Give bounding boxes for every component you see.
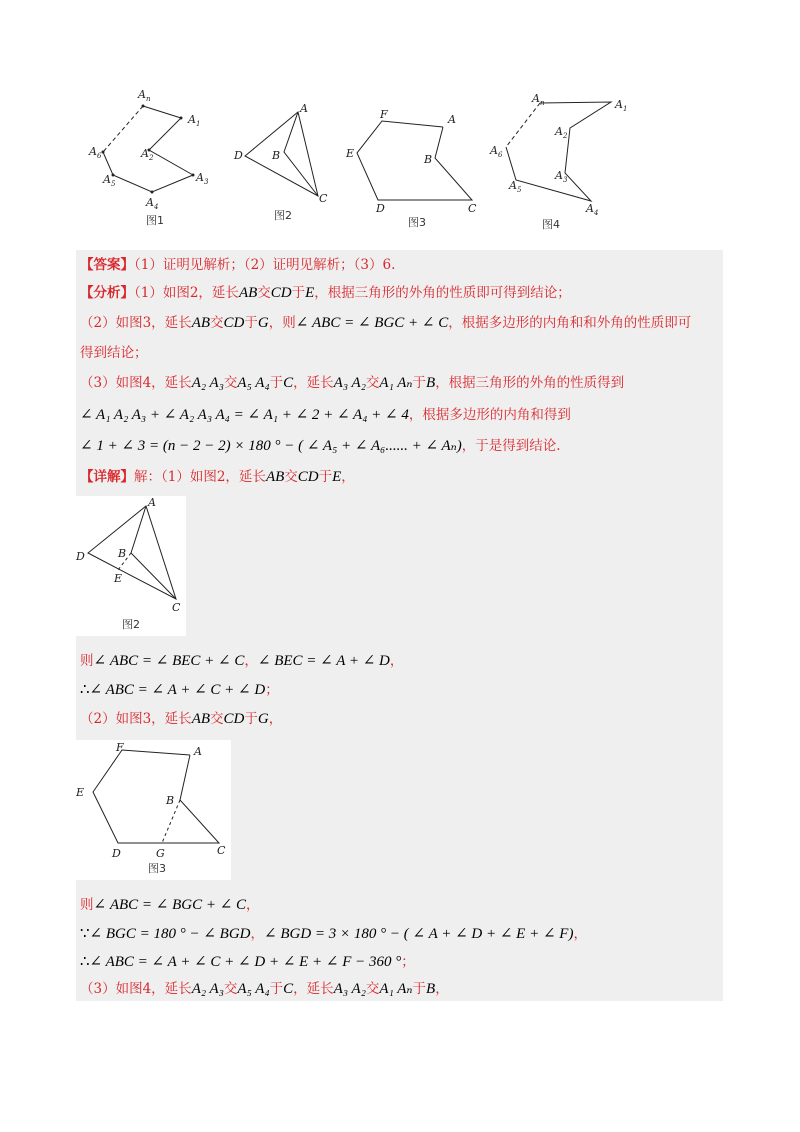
detail-line-1: 【详解】解：（1）如图2，延长AB交CD于E，: [80, 469, 355, 485]
answer-tag: 【答案】: [80, 257, 134, 273]
label-C: C: [172, 601, 181, 614]
figure-4: [488, 88, 638, 236]
answer-text: （1）证明见解析；（2）证明见解析；（3）6.: [134, 257, 396, 273]
label-A5: $A_5$: [509, 179, 522, 194]
label-A6: $A_6$: [89, 145, 102, 160]
label-F: F: [116, 741, 124, 754]
label-A4: $A_4$: [146, 196, 159, 211]
analysis-line-4: （3）如图4，延长A₂ A₃交A₅ A₄于C，延长A₃ A₂交A₁ Aₙ于B，根据三角形的外角的性质得到: [80, 375, 625, 391]
analysis-line-2: （2）如图3，延长AB交CD于G，则∠ ABC = ∠ BGC + ∠ C，根据多边形的内角和和外角的性质即可: [80, 315, 692, 331]
detail-figure-3: [76, 740, 231, 880]
label-A: A: [448, 113, 456, 126]
label-F: F: [380, 108, 388, 121]
label-A2: $A_2$: [555, 125, 568, 140]
detail-line-5: 则∠ ABC = ∠ BGC + ∠ C，: [80, 897, 260, 913]
figure-2-caption: 图2: [274, 209, 292, 222]
figure-4-caption: 图4: [542, 218, 560, 231]
label-E: E: [76, 786, 85, 799]
detail-figure-2: [76, 496, 186, 636]
answer-line: [80, 255, 395, 275]
label-A: A: [148, 496, 156, 509]
label-A6: $A_6$: [490, 144, 503, 159]
detail-line-3: ∴∠ ABC = ∠ A + ∠ C + ∠ D；: [80, 682, 279, 698]
label-B: B: [424, 153, 433, 166]
label-A1: $A_1$: [188, 113, 201, 128]
analysis-tag: 【分析】: [80, 285, 134, 301]
figure-3: [340, 100, 485, 235]
label-D: D: [76, 550, 85, 563]
label-B: B: [118, 547, 127, 560]
label-A3: $A_3$: [196, 171, 209, 186]
label-D: D: [234, 149, 243, 162]
detail-line-8: （3）如图4，延长A₂ A₃交A₅ A₄于C，延长A₃ A₂交A₁ Aₙ于B，: [80, 981, 449, 997]
label-An: $A_n$: [532, 92, 545, 107]
label-D: D: [376, 202, 385, 215]
label-C: C: [319, 192, 328, 205]
label-E: E: [346, 147, 355, 160]
analysis-line-3: 得到结论；: [80, 345, 148, 361]
label-An: $A_n$: [138, 88, 151, 103]
figure-1-caption: 图1: [146, 214, 164, 227]
label-A2: $A_2$: [141, 147, 154, 162]
figure-3-caption: 图3: [408, 216, 426, 229]
label-B: B: [166, 794, 175, 807]
label-G: G: [156, 847, 165, 860]
solution-panel: [76, 250, 723, 1001]
label-A1: $A_1$: [615, 98, 628, 113]
label-C: C: [468, 202, 477, 215]
detail-line-4: （2）如图3，延长AB交CD于G，: [80, 711, 283, 727]
label-D: D: [112, 847, 121, 860]
label-A4: $A_4$: [586, 202, 599, 217]
detail-figure-3-caption: 图3: [148, 862, 166, 875]
label-C: C: [217, 844, 226, 857]
detail-line-7: ∴∠ ABC = ∠ A + ∠ C + ∠ D + ∠ E + ∠ F − 360 °；: [80, 954, 415, 970]
label-A3: $A_3$: [555, 169, 568, 184]
label-A: A: [194, 745, 202, 758]
analysis-line-6: ∠ 1 + ∠ 3 = (n − 2 − 2) × 180 ° − ( ∠ A₅ + ∠ A₆...... + ∠ Aₙ)，于是得到结论.: [80, 438, 561, 454]
detail-tag: 【详解】: [80, 469, 134, 485]
detail-line-6: ∵∠ BGC = 180 ° − ∠ BGD，∠ BGD = 3 × 180 ° − ( ∠ A + ∠ D + ∠ E + ∠ F)，: [80, 926, 587, 942]
label-E: E: [114, 572, 123, 585]
label-A5: $A_5$: [103, 173, 116, 188]
detail-line-2: 则∠ ABC = ∠ BEC + ∠ C，∠ BEC = ∠ A + ∠ D，: [80, 653, 404, 669]
detail-figure-2-caption: 图2: [122, 618, 140, 631]
analysis-line-5: ∠ A₁ A₂ A₃ + ∠ A₂ A₃ A₄ = ∠ A₁ + ∠ 2 + ∠ A₄ + ∠ 4，根据多边形的内角和得到: [80, 407, 571, 423]
figure-1: [86, 85, 216, 230]
label-A: A: [300, 102, 308, 115]
label-B: B: [272, 149, 281, 162]
figure-2: [230, 100, 340, 225]
analysis-line-1: 【分析】（1）如图2，延长AB交CD于E，根据三角形的外角的性质即可得到结论；: [80, 285, 571, 301]
